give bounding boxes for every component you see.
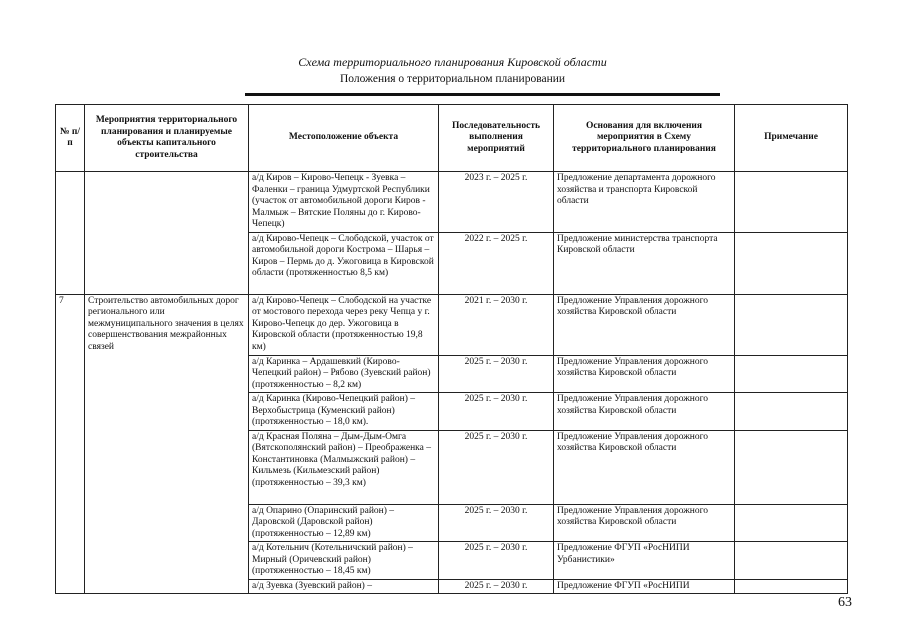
cell-note [735, 232, 848, 294]
cell-note [735, 393, 848, 431]
column-header-period: Последовательность выполнения мероприятий [439, 105, 554, 172]
cell-note [735, 430, 848, 504]
header-rule [245, 93, 720, 96]
cell-period: 2025 г. – 2030 г. [439, 579, 554, 594]
document-subtitle: Положения о территориальном планировании [339, 73, 566, 85]
document-title: Схема территориального планирования Кировской области [298, 55, 607, 69]
table-header-row [56, 105, 848, 172]
cell-activity: Строительство автомобильных дорог регионального или межмуниципального значения в целях совершенствования межрайонных связей [85, 294, 249, 594]
cell-location: а/д Кирово-Чепецк – Слободской на участке от мостового перехода через реку Чепца у г. Кирово-Чепецк до дер. Ужоговица в Кировской области (протяженностью 19,8 км) [249, 294, 439, 355]
cell-number [56, 172, 85, 295]
column-header-location: Местоположение объекта [249, 105, 439, 172]
cell-period: 2025 г. – 2030 г. [439, 430, 554, 504]
cell-period: 2023 г. – 2025 г. [439, 172, 554, 233]
cell-basis: Предложение Управления дорожного хозяйства Кировской области [554, 393, 735, 431]
cell-basis: Предложение Управления дорожного хозяйства Кировской области [554, 430, 735, 504]
table-row [56, 172, 848, 233]
cell-basis: Предложение Управления дорожного хозяйства Кировской области [554, 294, 735, 355]
cell-basis: Предложение министерства транспорта Кировской области [554, 232, 735, 294]
cell-period: 2025 г. – 2030 г. [439, 542, 554, 580]
cell-location: а/д Котельнич (Котельничский район) – Мирный (Оричевский район) (протяженностью – 18,45 км) [249, 542, 439, 580]
planning-table [55, 104, 848, 594]
cell-note [735, 294, 848, 355]
cell-period: 2025 г. – 2030 г. [439, 355, 554, 393]
cell-location: а/д Киров – Кирово-Чепецк - Зуевка – Фаленки – граница Удмуртской Республики (участок от автомобильной дороги Киров - Малмыж – Вятские Поляны до г. Кирово-Чепецк) [249, 172, 439, 233]
cell-location: а/д Каринка (Кирово-Чепецкий район) – Верхобыстрица (Куменский район) (протяженностью – 18,0 км). [249, 393, 439, 431]
cell-location: а/д Зуевка (Зуевский район) – [249, 579, 439, 594]
cell-period: 2022 г. – 2025 г. [439, 232, 554, 294]
cell-basis: Предложение Управления дорожного хозяйства Кировской области [554, 504, 735, 542]
cell-note [735, 355, 848, 393]
cell-note [735, 172, 848, 233]
cell-note [735, 579, 848, 594]
column-header-note: Примечание [735, 105, 848, 172]
table-row [56, 294, 848, 355]
cell-period: 2025 г. – 2030 г. [439, 504, 554, 542]
cell-basis: Предложение ФГУП «РосНИПИ [554, 579, 735, 594]
cell-basis: Предложение Управления дорожного хозяйства Кировской области [554, 355, 735, 393]
cell-location: а/д Кирово-Чепецк – Слободской, участок от автомобильной дороги Кострома – Шарья – Киров – Пермь до д. Ужоговица в Кировской области (протяженностью 8,5 км) [249, 232, 439, 294]
cell-activity [85, 172, 249, 295]
page-number: 63 [838, 595, 852, 610]
column-header-basis: Основания для включения мероприятия в Схему территориального планирования [554, 105, 735, 172]
cell-period: 2021 г. – 2030 г. [439, 294, 554, 355]
column-header-activity: Мероприятия территориального планирования и планируемые объекты капитального строительства [85, 105, 249, 172]
cell-location: а/д Красная Поляна – Дым-Дым-Омга (Вятскополянский район) – Преображенка – Константиновка (Малмыжский район) – Кильмезь (Кильмезский район) (протяженностью – 39,3 км) [249, 430, 439, 504]
cell-basis: Предложение ФГУП «РосНИПИ Урбанистики» [554, 542, 735, 580]
cell-period: 2025 г. – 2030 г. [439, 393, 554, 431]
column-header-number: № п/п [56, 105, 85, 172]
cell-location: а/д Каринка – Ардашевкий (Кирово-Чепецкий район) – Рябово (Зуевский район) (протяженностью – 8,2 км) [249, 355, 439, 393]
cell-note [735, 542, 848, 580]
cell-number: 7 [56, 294, 85, 594]
cell-note [735, 504, 848, 542]
cell-location: а/д Опарино (Опаринский район) – Даровской (Даровской район) (протяженностью – 12,89 км) [249, 504, 439, 542]
cell-basis: Предложение департамента дорожного хозяйства и транспорта Кировской области [554, 172, 735, 233]
